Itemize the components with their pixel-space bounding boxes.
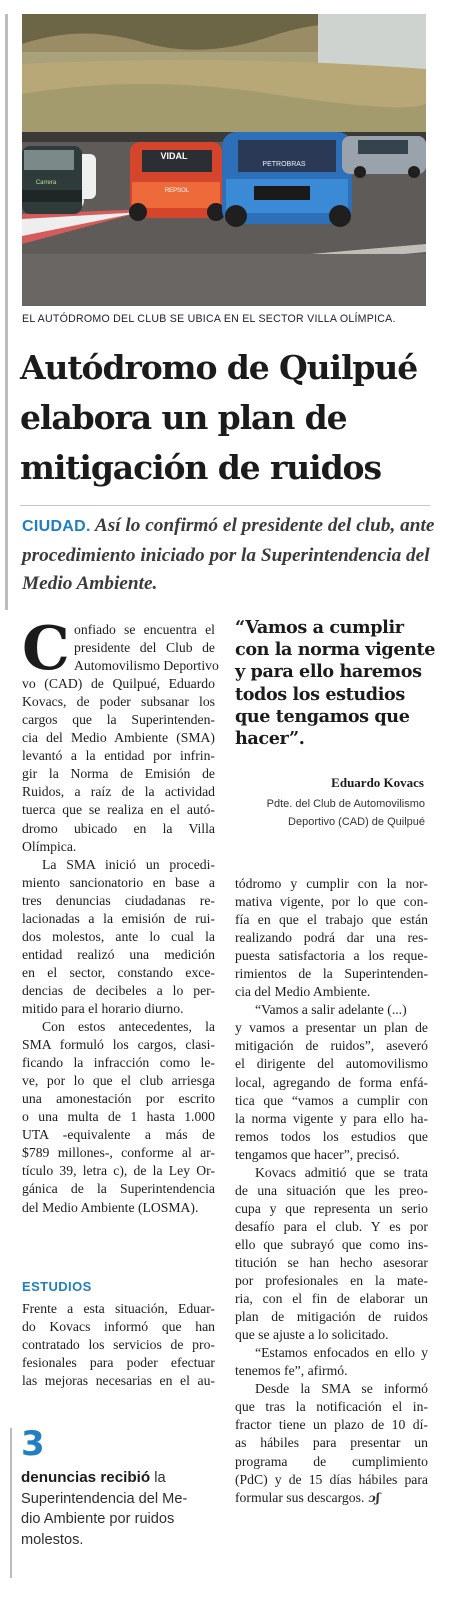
article-column-1b [22, 1300, 215, 1390]
body-line [235, 1344, 428, 1362]
red-car [129, 142, 225, 221]
body-line-text: gánica de la Superintendencia [22, 1181, 215, 1197]
fact-text [21, 1468, 211, 1550]
body-line-text: local, agregando de forma enfá- [235, 1074, 428, 1090]
body-line-text: titución se han hecho asesorar [235, 1254, 428, 1270]
fact-line-first [21, 1468, 211, 1489]
body-line-text: el dirigente del automovilismo [235, 1056, 428, 1072]
body-line-text: cia del Medio Ambiente. [235, 984, 371, 1000]
body-line [235, 929, 428, 947]
blue-car [222, 132, 352, 227]
grey-car [342, 136, 426, 178]
body-line [22, 729, 215, 747]
body-line-text: do Kovacs informó que han [22, 1319, 215, 1335]
quote-line: hacer”. [235, 728, 305, 750]
body-line [22, 1000, 215, 1018]
fact-box-rule [10, 1428, 12, 1578]
body-line [235, 1019, 428, 1037]
subhead-estudios: ESTUDIOS [22, 1279, 92, 1294]
body-line-text: que tras la notificación el in- [235, 1399, 428, 1415]
body-line-text: miento sancionatorio en base a [22, 874, 215, 890]
quote-role-line: Pdte. del Club de Automovilismo [266, 798, 425, 810]
body-line [235, 1074, 428, 1092]
body-line-text: vo (CAD) de Quilpué, Eduardo [22, 676, 215, 692]
pull-quote [235, 617, 445, 750]
body-line [235, 1055, 428, 1073]
body-line [235, 1128, 428, 1146]
body-line-text: realizando podrá dar una res- [235, 930, 428, 946]
body-line [235, 1453, 428, 1471]
body-line [235, 1471, 428, 1489]
body-line-text: tódromo y cumplir con la nor- [235, 876, 428, 891]
body-line [22, 1072, 215, 1090]
article-column-1 [22, 614, 219, 1217]
body-line-text: o una multa de 1 hasta 1.000 [22, 1109, 215, 1125]
body-line-text: lacionadas a la emisión de rui- [22, 910, 215, 926]
body-line-text: que se ajuste a lo solicitado. [235, 1327, 389, 1343]
body-line [22, 1144, 215, 1162]
photo-caption: EL AUTÓDROMO DEL CLUB SE UBICA EN EL SECTOR VILLA OLÍMPICA. [22, 313, 396, 325]
body-line [22, 1036, 215, 1054]
body-line [235, 1362, 428, 1380]
body-line-text: plan de mitigación de ruidos [235, 1309, 428, 1325]
body-line [22, 1318, 215, 1336]
body-line [22, 1108, 215, 1126]
section-tag: CIUDAD. [22, 518, 91, 535]
body-line-text: ello que subrayó que como ins- [235, 1236, 428, 1252]
deck [22, 512, 452, 599]
body-line [22, 820, 215, 838]
body-line-text: gir la Norma de Emisión de [22, 766, 215, 782]
body-line [22, 747, 215, 765]
body-line-text: formular sus descargos. [235, 1489, 365, 1505]
body-line-text: puesta satisfactoria a los reque- [235, 948, 428, 964]
fact-line: Superintendencia del Me- [21, 1490, 188, 1507]
body-line-text: tres denuncias ciudadanas re- [22, 892, 215, 908]
quote-line: “Vamos a cumplir [235, 617, 404, 638]
body-line-text: tica que “vamos a cumplir con [235, 1092, 428, 1108]
body-line [22, 711, 215, 729]
body-line-text: fesionales para poder efectuar [22, 1355, 215, 1371]
body-line [235, 893, 428, 911]
body-line [22, 693, 215, 711]
body-line-text: remos todos los estudios que [235, 1128, 428, 1144]
body-line [235, 1200, 428, 1218]
body-line [22, 783, 215, 801]
quote-role-line: Deportivo (CAD) de Quilpué [288, 816, 425, 828]
quote-line: que tengamos que [235, 705, 410, 727]
headline-line: mitigación de ruidos [20, 448, 381, 487]
body-line [22, 982, 215, 1000]
body-line-text: del Medio Ambiente (LOSMA). [22, 1199, 199, 1215]
body-line-text: en el sector, constando exce- [22, 964, 215, 980]
body-line-text: tenemos fe”, afirmó. [235, 1363, 348, 1379]
fact-line: dio Ambiente por ruidos [21, 1511, 175, 1528]
body-line-text: Ruidos, a raíz de la actividad [22, 784, 215, 800]
body-line [22, 1354, 215, 1372]
body-line-text: dos molestos, ante lo cual la [22, 928, 215, 944]
section-rule [5, 14, 8, 610]
body-line [22, 838, 215, 856]
drop-cap: C [22, 614, 70, 684]
body-line-text: Olímpica. [22, 838, 77, 854]
body-line-text: UTA -equivalente a más de [22, 1127, 215, 1143]
body-line [22, 928, 215, 946]
quote-author: Eduardo Kovacs [331, 775, 424, 790]
fact-first-rest: la [150, 1470, 166, 1486]
body-line [235, 1092, 428, 1110]
body-line-text: cia del Medio Ambiente (SMA) [22, 730, 215, 746]
body-line [235, 1416, 428, 1434]
body-line: Automovilismo Deportivo [74, 658, 219, 674]
body-line [235, 1308, 428, 1326]
body-line-text: una amonestación por escrito [22, 1091, 215, 1107]
body-line [22, 675, 215, 693]
body-line [22, 1126, 215, 1144]
end-mark-icon: ɔʃ [364, 1490, 380, 1505]
body-line [22, 856, 215, 874]
body-line [22, 765, 215, 783]
body-line [235, 1110, 428, 1128]
body-line-text: Kovacs admitió que se trata [255, 1164, 428, 1180]
fact-line: molestos. [21, 1531, 84, 1548]
body-line-text: mitigación de ruidos”, aseveró [235, 1038, 428, 1054]
intro-lines [74, 621, 219, 675]
body-line-text: tuerca que se realiza en el autó- [22, 802, 215, 818]
body-line-text: mitido para el horario diurno. [22, 1000, 184, 1016]
race-photo [22, 14, 426, 306]
quote-line: y para ello haremos [235, 661, 422, 683]
body-line-text: dencias de decibeles a lo per- [22, 982, 215, 998]
quote-line: todos los estudios [235, 683, 405, 705]
body-line [22, 874, 215, 892]
body-line [22, 1336, 215, 1354]
body-line [235, 1218, 428, 1236]
column-1-text [22, 675, 215, 1216]
body-line-text: contratado los servicios de pro- [22, 1337, 215, 1353]
body-line-text: fractor tiene un plazo de 10 dí- [235, 1417, 428, 1433]
body-line [235, 1290, 428, 1308]
body-line-text: las mejoras necesarias en el au- [22, 1373, 215, 1389]
car-label-petrobras: PETROBRAS [262, 161, 306, 168]
body-line-text: rimientos de la Superintenden- [235, 966, 428, 982]
body-line-text: as hábiles para presentar un [235, 1435, 428, 1451]
body-line-text: ve, por lo que el club arriesga [22, 1073, 215, 1089]
body-line [22, 1054, 215, 1072]
body-line [22, 1018, 215, 1036]
body-line [22, 892, 215, 910]
headline-line: elabora un plan de [20, 398, 347, 437]
body-line [235, 1001, 428, 1019]
body-line [235, 1398, 428, 1416]
car-label-vidal: VIDAL [160, 151, 188, 161]
body-line: presidente del Club de [74, 640, 215, 656]
body-line-text: cargos que la Superintenden- [22, 712, 215, 728]
body-line [22, 1162, 215, 1180]
dark-car [22, 146, 82, 214]
body-line [22, 1090, 215, 1108]
body-line-text: tengamos que hacer”, precisó. [235, 1146, 400, 1162]
body-line-text: dromo ubicado en la Villa [22, 820, 215, 836]
body-line [235, 1380, 428, 1398]
body-line-text: fía en que el trabajo que están [235, 912, 428, 928]
body-line-text: SMA formuló los cargos, clasi- [22, 1037, 215, 1053]
body-line [235, 1254, 428, 1272]
car-label-repsol: REPSOL [164, 188, 190, 194]
body-line-text: levantó a la entidad por infrin- [22, 748, 215, 764]
body-line [235, 1434, 428, 1452]
body-line [22, 1300, 215, 1318]
body-line-text: cupa y que representa un serio [235, 1200, 428, 1216]
body-line-text: por profesionales en la mate- [235, 1273, 428, 1289]
body-line-text: Desde la SMA se informó [255, 1381, 428, 1397]
body-line: onfiado se encuentra el [74, 622, 215, 637]
body-line [235, 1146, 428, 1164]
body-line-text: Frente a esta situación, Eduar- [22, 1301, 215, 1316]
body-line [22, 910, 215, 928]
body-line-text: mativa vigente, por lo que con- [235, 894, 428, 910]
body-line [22, 946, 215, 964]
body-line [235, 875, 428, 893]
body-line [235, 1326, 428, 1344]
body-line-text: de una situación que les preo- [235, 1182, 428, 1198]
body-line [22, 964, 215, 982]
body-line-text: desafío para el club. Y es por [235, 1218, 428, 1234]
body-line [235, 1272, 428, 1290]
body-line [235, 1182, 428, 1200]
quote-author-role [235, 795, 425, 831]
headline-divider [20, 505, 430, 506]
body-line [235, 1037, 428, 1055]
race-cars-image [22, 14, 426, 306]
deck-text: Así lo confirmó el presidente del club, ante procedimiento iniciado por la Superintendencia del Medio Ambiente. [22, 515, 435, 594]
fact-lines [21, 1489, 211, 1551]
body-line [22, 801, 215, 819]
body-line-text: entidad realizó una medición [22, 946, 215, 962]
fact-bold: denuncias recibió [21, 1469, 151, 1486]
headline [20, 343, 460, 493]
body-line-text: (PdC) y de 15 días hábiles para [235, 1471, 428, 1487]
body-line-text: La SMA inició un procedi- [42, 856, 215, 872]
body-line-text: Con estos antecedentes, la [42, 1019, 215, 1035]
body-line [235, 1236, 428, 1254]
body-line-text: Kovacs, de poder subsanar los [22, 694, 215, 710]
body-line [22, 1372, 215, 1390]
body-line [235, 1164, 428, 1182]
body-line [235, 965, 428, 983]
body-line [22, 1180, 215, 1198]
body-line-text: la norma vigente y para ello ha- [235, 1110, 428, 1126]
fact-number: 3 [21, 1424, 45, 1464]
body-line [235, 911, 428, 929]
quote-line: con la norma vigente [235, 639, 436, 661]
body-line-text: y vamos a presentar un plan de [235, 1020, 428, 1036]
body-line [235, 983, 428, 1001]
article-column-2 [235, 875, 428, 1507]
headline-line: Autódromo de Quilpué [20, 348, 418, 387]
body-line-text: ficando la infracción como le- [22, 1055, 215, 1071]
body-line [235, 1489, 428, 1507]
column-1b-text [22, 1300, 215, 1390]
body-line [22, 1199, 215, 1217]
body-line-text: ria, con el fin de elaborar un [235, 1291, 428, 1307]
car-label-carrera: Carrera [35, 180, 57, 186]
body-line-text: “Vamos a salir adelante (...) [255, 1002, 407, 1018]
body-line-text: “Estamos enfocados en ello y [255, 1345, 428, 1361]
body-line-text: programa de cumplimiento [235, 1453, 428, 1469]
body-line-text: tículo 39, letra c), de la Ley Or- [22, 1163, 215, 1179]
body-line [235, 947, 428, 965]
column-2-text [235, 875, 428, 1507]
body-line-text: $789 millones-, conforme al ar- [22, 1145, 215, 1161]
